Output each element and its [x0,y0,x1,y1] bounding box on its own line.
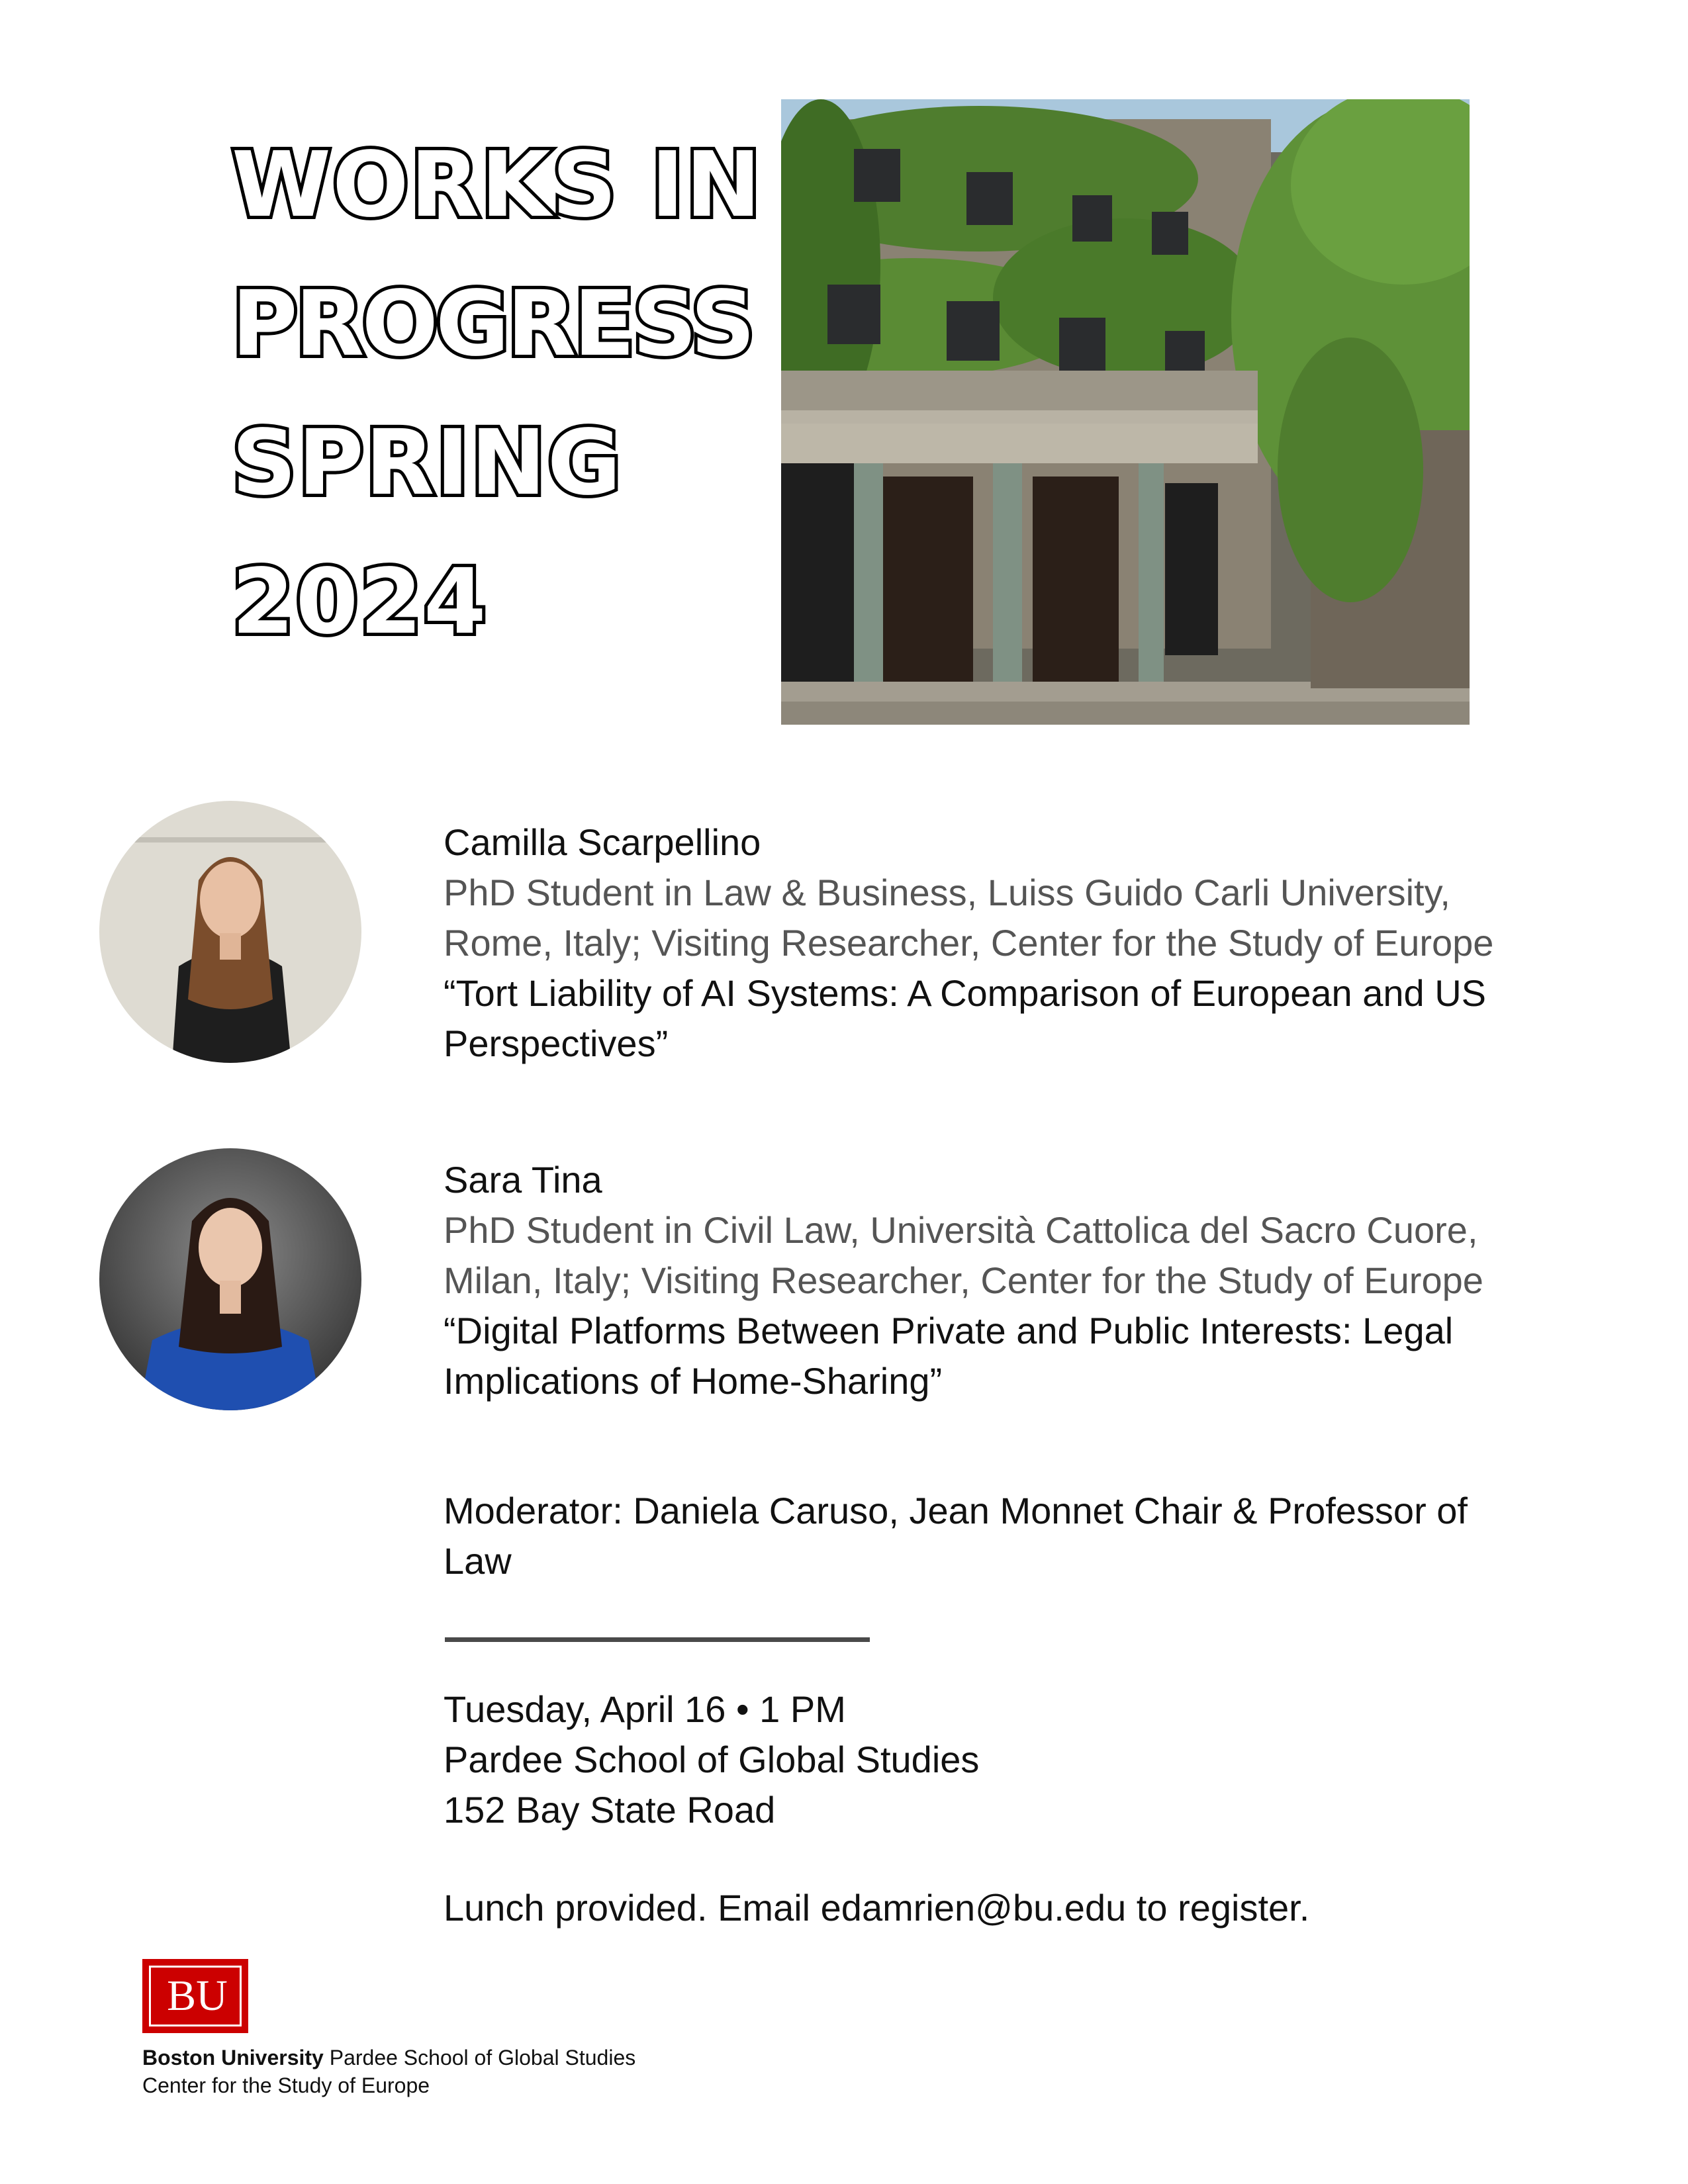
org-university: Boston University [142,2046,324,2070]
moderator [444,1486,1569,1586]
speaker-2-photo [99,1148,361,1410]
title-line-2: PROGRESS [232,272,753,377]
org-school: Pardee School of Global Studies [323,2046,636,2070]
event-venue: Pardee School of Global Studies [444,1739,980,1780]
event-address: 152 Bay State Road [444,1789,776,1831]
event-datetime: Tuesday, April 16 • 1 PM [444,1688,846,1730]
speaker-1-affiliation-line: Rome, Italy; Visiting Researcher, Center for the Study of Europe [444,922,1494,964]
bu-logo-border [149,1966,242,2026]
event-details [444,1684,1569,1835]
bu-logo-text: BU [167,1972,228,2020]
speaker-1-photo [99,801,361,1063]
organization-signature [142,2044,738,2099]
speaker-2-details [444,1155,1569,1406]
building-photo [781,99,1470,725]
speaker-1-details [444,817,1569,1069]
event-title [232,116,774,672]
title-line-1: WORKS IN [232,133,763,238]
divider [445,1637,870,1642]
title-line-4: 2024 [232,550,488,655]
speaker-2-talk-title-line: “Digital Platforms Between Private and Public Interests: Legal [444,1310,1454,1351]
title-line-3: SPRING [232,411,623,516]
speaker-2-name: Sara Tina [444,1159,602,1201]
org-center: Center for the Study of Europe [142,2073,430,2097]
speaker-1-talk-title-line: Perspectives” [444,1023,669,1064]
org-line-1 [142,2044,738,2071]
speaker-2-affiliation-line: PhD Student in Civil Law, Università Cattolica del Sacro Cuore, [444,1209,1478,1251]
moderator-line: Law [444,1540,512,1582]
speaker-2-talk-title-line: Implications of Home-Sharing” [444,1360,943,1402]
speaker-1-name: Camilla Scarpellino [444,821,761,863]
moderator-line: Moderator: Daniela Caruso, Jean Monnet Chair & Professor of [444,1490,1468,1531]
speaker-2-affiliation-line: Milan, Italy; Visiting Researcher, Center for the Study of Europe [444,1259,1483,1301]
registration-note: Lunch provided. Email edamrien@bu.edu to register. [444,1887,1310,1929]
bu-logo [142,1959,248,2033]
speaker-1-affiliation-line: PhD Student in Law & Business, Luiss Guido Carli University, [444,872,1450,913]
speaker-1-talk-title-line: “Tort Liability of AI Systems: A Comparison of European and US [444,972,1486,1014]
